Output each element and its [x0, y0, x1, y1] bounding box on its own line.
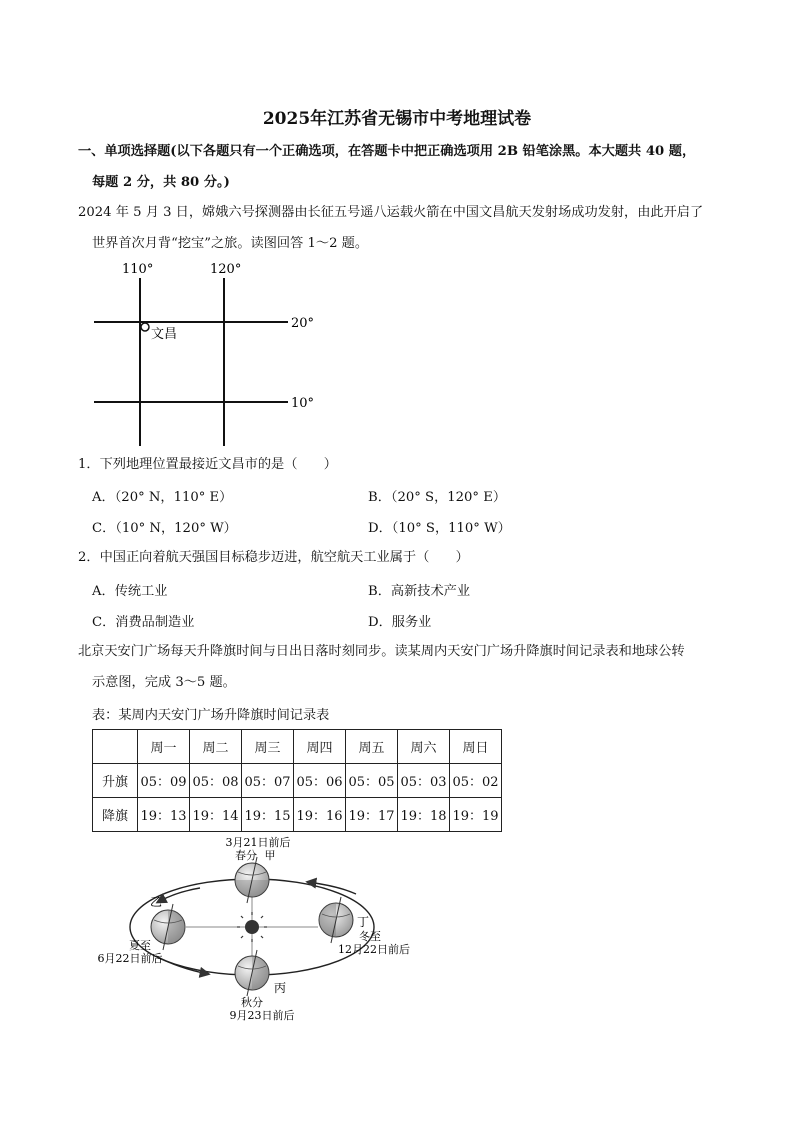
winter-date-label: 12月22日前后 — [338, 943, 410, 956]
table-cell: 降旗 — [93, 798, 138, 832]
autumn-term-label: 秋分 — [241, 996, 263, 1009]
q2-stem: 2．中国正向着航天强国目标稳步迈进，航空航天工业属于（ ） — [78, 550, 469, 565]
table-cell: 19：15 — [242, 798, 294, 832]
orbit-direction-arrow — [308, 882, 356, 894]
lat-label-20: 20° — [291, 316, 315, 331]
spring-date-label: 3月21日前后 — [225, 836, 291, 849]
bing-label: 丙 — [273, 981, 287, 995]
summer-date-label: 6月22日前后 — [97, 952, 163, 965]
q1-stem: 1．下列地理位置最接近文昌市的是（ ） — [78, 457, 337, 472]
header-cell: 周六 — [398, 730, 450, 764]
lat-label-10: 10° — [291, 396, 315, 411]
header-cell: 周一 — [138, 730, 190, 764]
ding-label: 丁 — [356, 915, 370, 929]
q1-option-c: C．（10° N，120° W） — [92, 521, 237, 536]
q2-option-c: C．消费品制造业 — [92, 615, 195, 630]
q1-option-b: B．（20° S，120° E） — [368, 490, 507, 505]
table-cell: 05：03 — [398, 764, 450, 798]
intro2-line1: 北京天安门广场每天升降旗时间与日出日落时刻同步。读某周内天安门广场升降旗时间记录表和地球公转 — [78, 644, 685, 659]
table-cell: 升旗 — [93, 764, 138, 798]
winter-term-label: 冬至 — [359, 930, 381, 943]
wenchang-marker — [141, 323, 149, 331]
page-title: 2025年江苏省无锡市中考地理试卷 — [262, 109, 532, 129]
earth-left-icon — [151, 904, 185, 950]
header-cell: 周四 — [294, 730, 346, 764]
yi-label: 乙 — [149, 895, 163, 909]
table-row — [93, 798, 502, 832]
orbit-direction-arrow — [158, 888, 200, 902]
autumn-date-label: 9月23日前后 — [229, 1009, 295, 1022]
q2-option-d: D．服务业 — [368, 615, 432, 630]
table-cell: 19：19 — [450, 798, 502, 832]
earth-top-icon — [235, 857, 269, 903]
table-cell: 05：05 — [346, 764, 398, 798]
table-caption: 表：某周内天安门广场升降旗时间记录表 — [92, 708, 330, 723]
table-cell: 19：13 — [138, 798, 190, 832]
table-cell: 19：18 — [398, 798, 450, 832]
earth-orbit-diagram — [88, 832, 428, 1024]
lon-label-120: 120° — [210, 262, 242, 277]
lon-label-110: 110° — [122, 262, 154, 277]
q1-option-a: A．（20° N，110° E） — [92, 490, 233, 505]
earth-bottom-icon — [235, 950, 269, 996]
table-cell: 19：14 — [190, 798, 242, 832]
q2-option-b: B．高新技术产业 — [368, 584, 471, 599]
summer-term-label: 夏至 — [129, 939, 151, 952]
spring-term-label: 春分 — [235, 849, 257, 862]
table-cell: 19：16 — [294, 798, 346, 832]
intro2-line2: 示意图，完成 3～5 题。 — [92, 675, 236, 690]
q1-option-d: D．（10° S，110° W） — [368, 521, 511, 536]
header-cell: 周日 — [450, 730, 502, 764]
table-cell: 05：06 — [294, 764, 346, 798]
header-cell: 周五 — [346, 730, 398, 764]
q2-option-a: A．传统工业 — [92, 584, 168, 599]
section-heading-line1: 一、单项选择题(以下各题只有一个正确选项，在答题卡中把正确选项用 2B 铅笔涂黑。本大题共 40 题， — [78, 144, 696, 159]
header-cell: 周二 — [190, 730, 242, 764]
jia-label: 甲 — [264, 849, 276, 862]
section-heading-line2: 每题 2 分，共 80 分。) — [92, 175, 230, 190]
lat-lon-grid-map — [88, 258, 328, 448]
table-cell: 19：17 — [346, 798, 398, 832]
table-cell: 05：07 — [242, 764, 294, 798]
header-cell — [93, 730, 138, 764]
flag-time-table — [92, 729, 502, 832]
wenchang-label: 文昌 — [151, 327, 178, 342]
table-cell: 05：02 — [450, 764, 502, 798]
table-header-row — [93, 730, 502, 764]
header-cell: 周三 — [242, 730, 294, 764]
earth-right-icon — [319, 897, 353, 943]
table-cell: 05：08 — [190, 764, 242, 798]
table-row — [93, 764, 502, 798]
intro1-line2: 世界首次月背“挖宝”之旅。读图回答 1～2 题。 — [92, 236, 369, 251]
intro1-line1: 2024 年 5 月 3 日，嫦娥六号探测器由长征五号遥八运载火箭在中国文昌航天发射场成功发射，由此开启了 — [78, 205, 704, 220]
table-cell: 05：09 — [138, 764, 190, 798]
